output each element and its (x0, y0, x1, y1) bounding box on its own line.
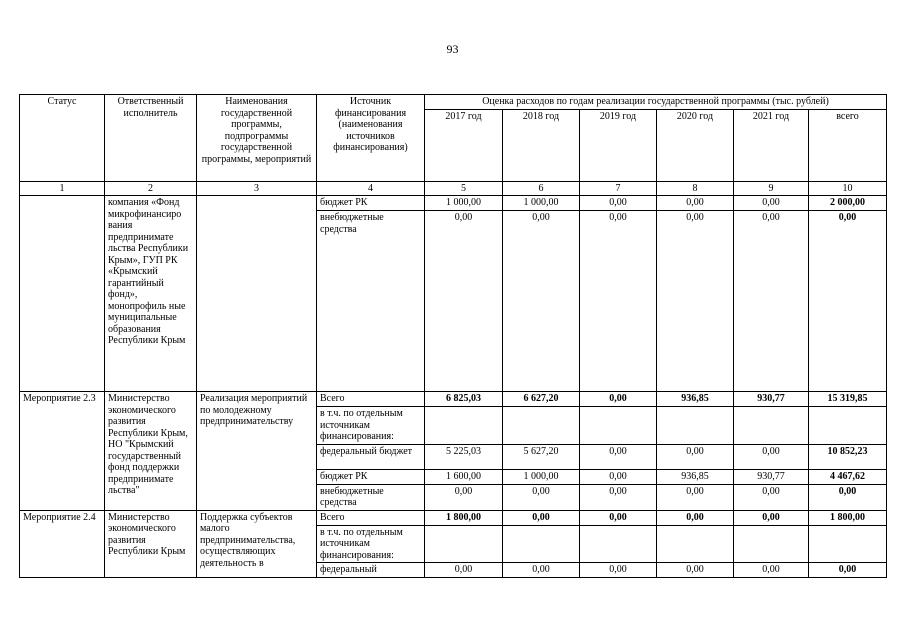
source-cell: федеральный бюджет (317, 444, 425, 469)
value-cell: 6 825,03 (425, 392, 503, 407)
value-cell: 0,00 (657, 444, 734, 469)
value-cell: 0,00 (503, 484, 580, 510)
value-cell (425, 525, 503, 563)
column-number: 2 (105, 181, 197, 196)
budget-table (19, 94, 887, 578)
value-cell: 930,77 (734, 392, 809, 407)
value-cell: 0,00 (734, 510, 809, 525)
value-cell: 0,00 (580, 196, 657, 211)
value-cell (425, 407, 503, 445)
column-number: 1 (20, 181, 105, 196)
header-responsible: Ответственный исполнитель (105, 95, 197, 182)
header-year: 2019 год (580, 109, 657, 181)
source-cell: бюджет РК (317, 469, 425, 484)
value-cell: 0,00 (734, 484, 809, 510)
value-cell: 936,85 (657, 392, 734, 407)
program-name-cell: Поддержка субъектов малого предпринимательства, осуществляющих деятельность в (197, 510, 317, 577)
value-cell: 0,00 (657, 211, 734, 392)
status-cell (20, 196, 105, 392)
value-cell: 0,00 (657, 510, 734, 525)
value-cell (580, 407, 657, 445)
source-cell: внебюджетные средства (317, 484, 425, 510)
value-cell: 0,00 (503, 563, 580, 578)
value-cell: 0,00 (657, 484, 734, 510)
source-cell: федеральный (317, 563, 425, 578)
value-cell: 1 000,00 (503, 196, 580, 211)
column-number: 8 (657, 181, 734, 196)
value-cell: 1 600,00 (425, 469, 503, 484)
program-name-cell (197, 196, 317, 392)
value-cell (580, 525, 657, 563)
value-cell: 0,00 (734, 211, 809, 392)
header-costs: Оценка расходов по годам реализации государственной программы (тыс. рублей) (425, 95, 887, 110)
value-cell: 0,00 (580, 563, 657, 578)
source-cell: в т.ч. по отдельным источникам финансирования: (317, 407, 425, 445)
value-cell: 0,00 (657, 196, 734, 211)
value-cell: 0,00 (425, 563, 503, 578)
value-cell: 5 225,03 (425, 444, 503, 469)
header-total: всего (809, 109, 887, 181)
status-cell: Мероприятие 2.4 (20, 510, 105, 577)
value-cell (734, 525, 809, 563)
value-cell: 6 627,20 (503, 392, 580, 407)
table-row (20, 196, 887, 211)
value-cell: 0,00 (503, 510, 580, 525)
total-cell: 0,00 (809, 211, 887, 392)
value-cell (503, 525, 580, 563)
column-number: 10 (809, 181, 887, 196)
table-row (20, 392, 887, 407)
value-cell: 5 627,20 (503, 444, 580, 469)
column-number: 4 (317, 181, 425, 196)
value-cell: 1 800,00 (425, 510, 503, 525)
value-cell: 0,00 (580, 211, 657, 392)
total-cell: 15 319,85 (809, 392, 887, 407)
value-cell (657, 525, 734, 563)
value-cell (734, 407, 809, 445)
responsible-cell: Министерство экономического развития Республики Крым (105, 510, 197, 577)
value-cell: 0,00 (425, 484, 503, 510)
table-row (20, 510, 887, 525)
value-cell: 1 000,00 (503, 469, 580, 484)
source-cell: внебюджетные средства (317, 211, 425, 392)
column-numbers-row (20, 181, 887, 196)
source-cell: в т.ч. по отдельным источникам финансирования: (317, 525, 425, 563)
page-number: 93 (446, 42, 459, 56)
responsible-cell: Министерство экономического развития Республики Крым, НО "Крымский государственный фонд поддержки предпринимате льства" (105, 392, 197, 511)
value-cell: 0,00 (503, 211, 580, 392)
value-cell: 0,00 (734, 563, 809, 578)
status-cell: Мероприятие 2.3 (20, 392, 105, 511)
total-cell: 10 852,23 (809, 444, 887, 469)
header-program-name: Наименования государственной программы, подпрограммы государственной программы, мероприятий (197, 95, 317, 182)
value-cell: 0,00 (425, 211, 503, 392)
value-cell: 0,00 (580, 484, 657, 510)
value-cell (503, 407, 580, 445)
value-cell (657, 407, 734, 445)
source-cell: бюджет РК (317, 196, 425, 211)
header-year: 2021 год (734, 109, 809, 181)
total-cell: 0,00 (809, 563, 887, 578)
value-cell: 0,00 (734, 196, 809, 211)
responsible-cell: компания «Фонд микрофинансиро вания предпринимате льства Республики Крым», ГУП РК «Крымский гарантийный фонд», монопрофиль ные муниципальные образования Республики Крым (105, 196, 197, 392)
value-cell: 0,00 (580, 392, 657, 407)
total-cell (809, 525, 887, 563)
header-status: Статус (20, 95, 105, 182)
total-cell: 4 467,62 (809, 469, 887, 484)
column-number: 6 (503, 181, 580, 196)
total-cell (809, 407, 887, 445)
total-cell: 2 000,00 (809, 196, 887, 211)
header-year: 2017 год (425, 109, 503, 181)
header-source: Источник финансирования (наименования источников финансирования) (317, 95, 425, 182)
value-cell: 0,00 (580, 510, 657, 525)
source-cell: Всего (317, 392, 425, 407)
program-name-cell: Реализация мероприятий по молодежному предпринимательству (197, 392, 317, 511)
header-year: 2018 год (503, 109, 580, 181)
value-cell: 930,77 (734, 469, 809, 484)
total-cell: 0,00 (809, 484, 887, 510)
value-cell: 936,85 (657, 469, 734, 484)
header-year: 2020 год (657, 109, 734, 181)
column-number: 7 (580, 181, 657, 196)
value-cell: 0,00 (734, 444, 809, 469)
column-number: 9 (734, 181, 809, 196)
value-cell: 0,00 (657, 563, 734, 578)
total-cell: 1 800,00 (809, 510, 887, 525)
value-cell: 0,00 (580, 444, 657, 469)
column-number: 5 (425, 181, 503, 196)
value-cell: 1 000,00 (425, 196, 503, 211)
source-cell: Всего (317, 510, 425, 525)
value-cell: 0,00 (580, 469, 657, 484)
column-number: 3 (197, 181, 317, 196)
